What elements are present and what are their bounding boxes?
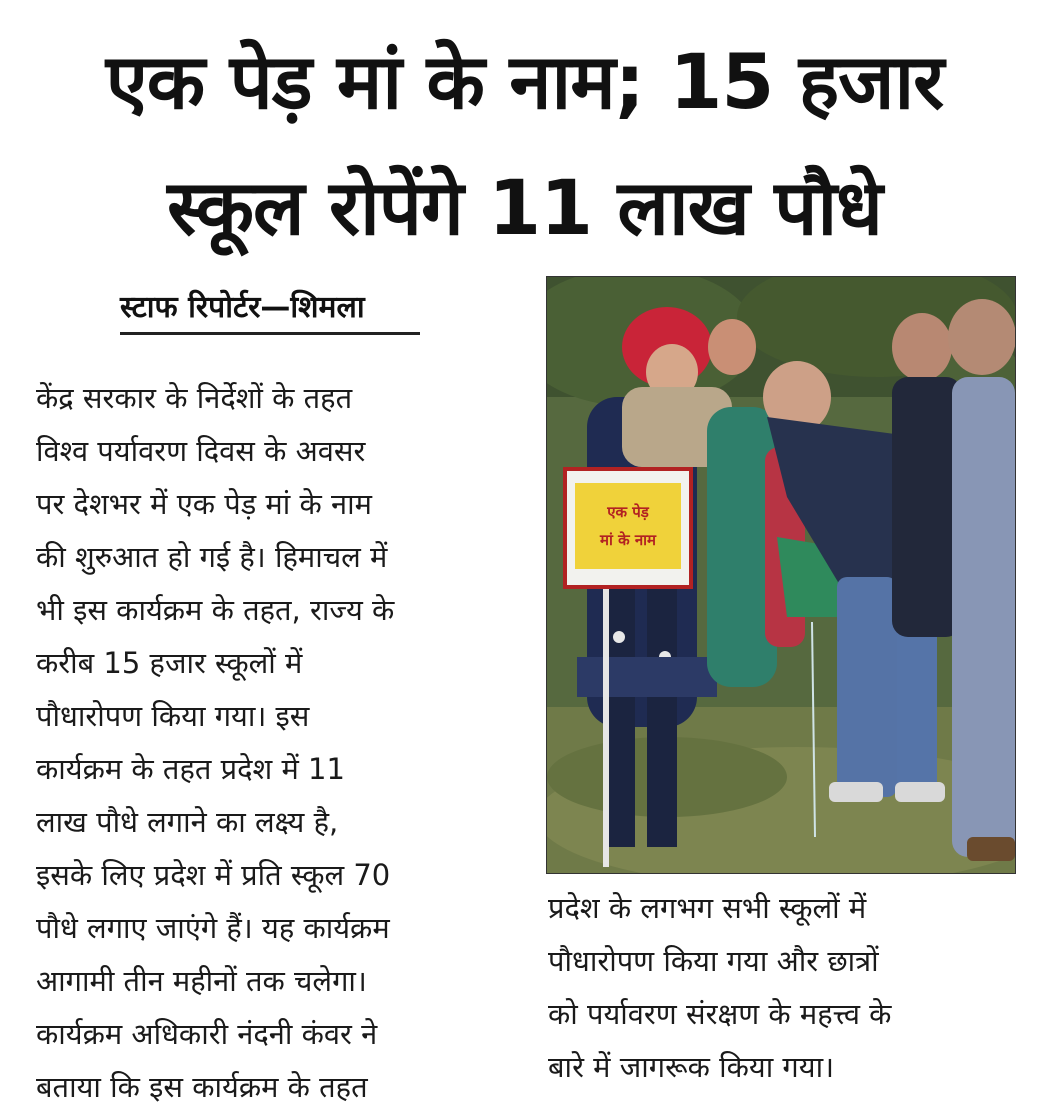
body-line: कार्यक्रम अधिकारी नंदनी कंवर ने	[36, 1017, 378, 1051]
body-line: पौधे लगाए जाएंगे हैं। यह कार्यक्रम	[36, 911, 390, 945]
headline-line-1: एक पेड़ मां के नाम; 15 हजार	[105, 37, 944, 126]
body-line: आगामी तीन महीनों तक चलेगा।	[36, 964, 367, 998]
caption-line: प्रदेश के लगभग सभी स्कूलों में	[548, 891, 867, 925]
body-line: इसके लिए प्रदेश में प्रति स्कूल 70	[36, 858, 391, 892]
caption-line: को पर्यावरण संरक्षण के महत्त्व के	[548, 997, 892, 1031]
body-line: भी इस कार्यक्रम के तहत, राज्य के	[36, 593, 395, 627]
photo-caption	[548, 882, 1018, 1094]
news-photo	[546, 276, 1016, 874]
body-line: कार्यक्रम के तहत प्रदेश में 11	[36, 752, 345, 786]
body-line: बताया कि इस कार्यक्रम के तहत	[36, 1070, 368, 1104]
byline: स्टाफ रिपोर्टर—शिमला	[120, 286, 420, 335]
body-line: पर देशभर में एक पेड़ मां के नाम	[36, 487, 372, 521]
article-body	[36, 372, 506, 1114]
body-line: केंद्र सरकार के निर्देशों के तहत	[36, 381, 353, 415]
body-line: पौधारोपण किया गया। इस	[36, 699, 310, 733]
caption-line: बारे में जागरूक किया गया।	[548, 1050, 835, 1084]
headline-line-2: स्कूल रोपेंगे 11 लाख पौधे	[167, 163, 882, 252]
sign-text-2: मां के नाम	[600, 531, 656, 549]
body-line: की शुरुआत हो गई है। हिमाचल में	[36, 540, 388, 574]
body-line: लाख पौधे लगाने का लक्ष्य है,	[36, 805, 339, 839]
body-line: करीब 15 हजार स्कूलों में	[36, 646, 303, 680]
body-line: विश्व पर्यावरण दिवस के अवसर	[36, 434, 366, 468]
caption-line: पौधारोपण किया गया और छात्रों	[548, 944, 879, 978]
sign-text-1: एक पेड़	[607, 503, 649, 521]
